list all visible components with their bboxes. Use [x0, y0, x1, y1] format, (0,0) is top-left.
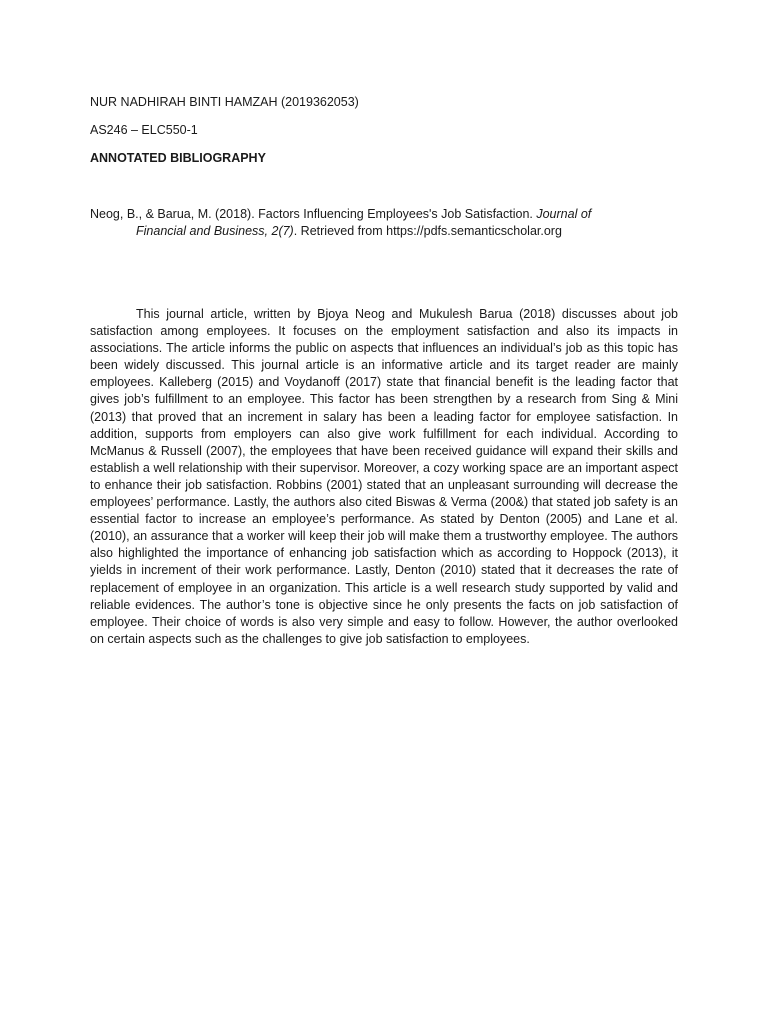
author-line: NUR NADHIRAH BINTI HAMZAH (2019362053) [90, 95, 359, 109]
citation-retrieved: . Retrieved from https://pdfs.semanticscholar.org [293, 224, 562, 238]
citation-second-line [90, 223, 680, 240]
document-title: ANNOTATED BIBLIOGRAPHY [90, 151, 266, 165]
citation-authors-title: Neog, B., & Barua, M. (2018). Factors Influencing Employees's Job Satisfaction. [90, 207, 537, 221]
citation-journal-part1: Journal of [536, 207, 592, 221]
course-line: AS246 – ELC550-1 [90, 123, 198, 137]
reference-citation [90, 206, 680, 240]
citation-first-line [90, 206, 680, 223]
citation-journal-part2: Financial and Business, 2(7) [136, 224, 294, 238]
annotation-paragraph: This journal article, written by Bjoya Neog and Mukulesh Barua (2018) discusses about job satisfaction among employees. It focuses on the employment satisfaction and also its impacts in associations. The article informs the public on aspects that influences an individual’s job as this topic has been widely discussed. This journal article is an informative article and its target reader are mainly employees. Kalleberg (2015) and Voydanoff (2017) state that financial benefit is the leading factor that gives job’s fulfillment to an employee. This factor has been strengthen by a research from Sing & Mini (2013) that proved that an increment in salary has been a leading factor for employee satisfaction. In addition, supports from employers can also give work fulfillment for each individual. According to McManus & Russell (2007), the employees that have been received guidance will expand their skills and establish a well relationship with their supervisor. Moreover, a cozy working space are an important aspect to enhance their job satisfaction. Robbins (2001) stated that an unpleasant surrounding will decrease the employees’ performance. Lastly, the authors also cited Biswas & Verma (200&) that stated job safety is an essential factor to increase an employee’s performance. As stated by Denton (2005) and Lane et al. (2010), an assurance that a worker will keep their job will make them a trustworthy employee. The authors also highlighted the importance of enhancing job satisfaction which as according to Hoppock (2013), it yields in increment of their work performance. Lastly, Denton (2010) stated that it decreases the rate of replacement of employee in an organization. This article is a well research study supported by valid and reliable evidences. The author’s tone is objective since he only presents the facts on job satisfaction of employee. Their choice of words is also very simple and easy to follow. However, the author overlooked on certain aspects such as the challenges to give job satisfaction to employees. [90, 307, 678, 646]
